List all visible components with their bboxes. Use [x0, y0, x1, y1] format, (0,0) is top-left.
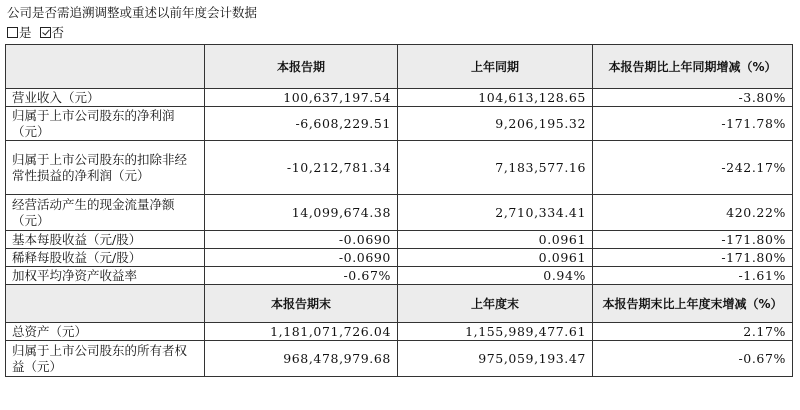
header-current-period: 本报告期	[205, 45, 398, 89]
header-change-period-end: 本报告期末比上年度末增减（%）	[593, 285, 793, 323]
header-corner-cell	[6, 285, 205, 323]
row-label: 归属于上市公司股东的扣除非经常性损益的净利润（元）	[6, 141, 205, 195]
row-change-value: 420.22%	[593, 195, 793, 231]
option-yes-label: 是	[19, 25, 32, 40]
row-prior-value: 0.94%	[398, 267, 593, 285]
header-corner-cell	[6, 45, 205, 89]
header-period-end: 本报告期末	[205, 285, 398, 323]
row-label: 营业收入（元）	[6, 89, 205, 107]
table-row	[6, 231, 793, 249]
row-change-value: -1.61%	[593, 267, 793, 285]
table-row	[6, 341, 793, 377]
table-header-row	[6, 285, 793, 323]
row-change-value: -171.80%	[593, 231, 793, 249]
option-no-label: 否	[51, 25, 65, 40]
row-prior-value: 9,206,195.32	[398, 107, 593, 141]
row-current-value: 14,099,674.38	[205, 195, 398, 231]
row-current-value: 100,637,197.54	[205, 89, 398, 107]
row-current-value: -6,608,229.51	[205, 107, 398, 141]
header-prior-period: 上年同期	[398, 45, 593, 89]
table-row	[6, 89, 793, 107]
table-row	[6, 323, 793, 341]
row-change-value: -3.80%	[593, 89, 793, 107]
table-header-row	[6, 45, 793, 89]
row-label: 总资产（元）	[6, 323, 205, 341]
row-prior-value: 104,613,128.65	[398, 89, 593, 107]
row-change-value: -0.67%	[593, 341, 793, 377]
section-heading: 公司是否需追溯调整或重述以前年度会计数据	[7, 5, 258, 20]
header-prior-year-end: 上年度末	[398, 285, 593, 323]
row-current-value: -10,212,781.34	[205, 141, 398, 195]
financial-data-table	[5, 44, 793, 377]
row-change-value: -171.80%	[593, 249, 793, 267]
row-prior-value: 1,155,989,477.61	[398, 323, 593, 341]
row-current-value: -0.67%	[205, 267, 398, 285]
checkbox-checked-icon[interactable]	[40, 27, 51, 38]
row-prior-value: 0.0961	[398, 231, 593, 249]
restatement-options	[7, 24, 68, 42]
table-row	[6, 107, 793, 141]
option-no[interactable]	[40, 24, 65, 42]
row-current-value: 968,478,979.68	[205, 341, 398, 377]
checkbox-unchecked-icon[interactable]	[7, 27, 18, 38]
option-yes[interactable]	[7, 24, 32, 42]
row-change-value: -242.17%	[593, 141, 793, 195]
row-label: 归属于上市公司股东的所有者权益（元）	[6, 341, 205, 377]
row-label: 基本每股收益（元/股）	[6, 231, 205, 249]
row-label: 加权平均净资产收益率	[6, 267, 205, 285]
table-row	[6, 249, 793, 267]
row-change-value: -171.78%	[593, 107, 793, 141]
row-current-value: -0.0690	[205, 231, 398, 249]
row-prior-value: 975,059,193.47	[398, 341, 593, 377]
table-row	[6, 141, 793, 195]
row-prior-value: 0.0961	[398, 249, 593, 267]
row-current-value: 1,181,071,726.04	[205, 323, 398, 341]
row-prior-value: 2,710,334.41	[398, 195, 593, 231]
row-change-value: 2.17%	[593, 323, 793, 341]
row-current-value: -0.0690	[205, 249, 398, 267]
row-label: 稀释每股收益（元/股）	[6, 249, 205, 267]
row-label: 归属于上市公司股东的净利润（元）	[6, 107, 205, 141]
table-row	[6, 195, 793, 231]
header-change: 本报告期比上年同期增减（%）	[593, 45, 793, 89]
row-label: 经营活动产生的现金流量净额（元）	[6, 195, 205, 231]
table-row	[6, 267, 793, 285]
row-prior-value: 7,183,577.16	[398, 141, 593, 195]
